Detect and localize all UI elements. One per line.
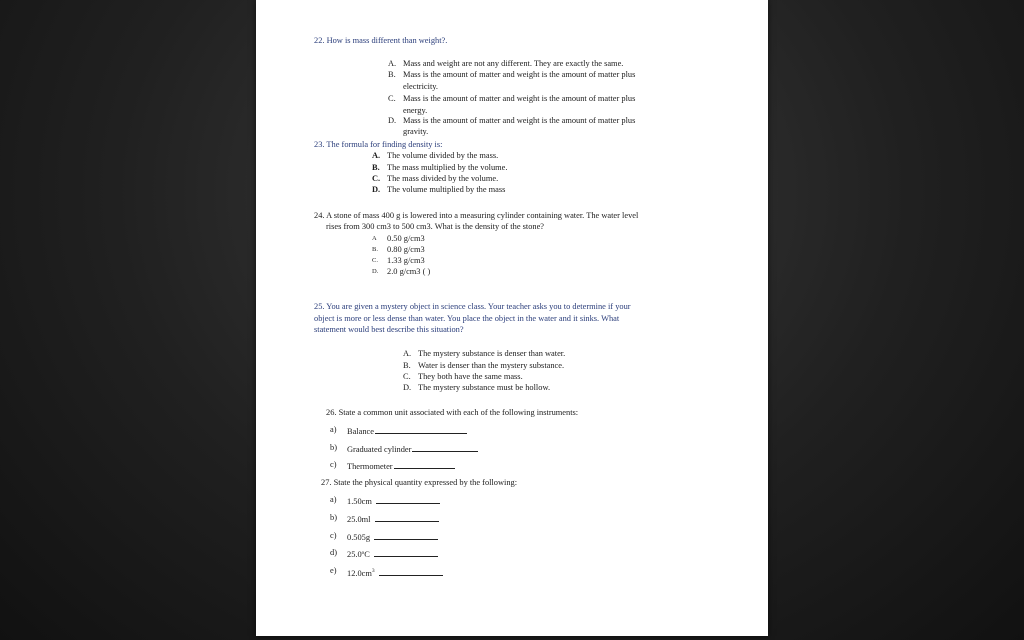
- q27-item-e: [347, 566, 443, 579]
- q22-option-d: Mass is the amount of matter and weight is the amount of matter plus: [403, 116, 636, 125]
- q26-item-b-text: Graduated cylinder: [347, 445, 412, 454]
- q25-option-letter: C.: [403, 372, 411, 381]
- q27-item-label: b): [330, 513, 337, 522]
- q25-option-b: Water is denser than the mystery substance.: [418, 361, 565, 370]
- answer-blank[interactable]: [379, 567, 443, 576]
- q24-option-a: 0.50 g/cm3: [387, 234, 425, 243]
- q24-option-letter: A: [372, 235, 377, 242]
- q24-option-c: 1.33 g/cm3: [387, 256, 425, 265]
- q22-option-b-cont: electricity.: [403, 82, 439, 91]
- q22-option-letter: D.: [388, 116, 397, 125]
- q26-item-a: [347, 425, 467, 437]
- question-23: 23. The formula for finding density is:: [314, 140, 443, 149]
- q23-option-letter: D.: [372, 185, 381, 194]
- q27-item-e-text: 12.0cm: [347, 568, 372, 578]
- q23-option-letter: B.: [372, 163, 380, 172]
- q23-option-a: The volume divided by the mass.: [387, 151, 499, 160]
- q27-item-c: [347, 531, 438, 543]
- answer-blank[interactable]: [376, 495, 440, 504]
- q22-option-letter: B.: [388, 70, 396, 79]
- answer-blank[interactable]: [394, 460, 455, 469]
- q26-item-label: b): [330, 443, 337, 452]
- q27-item-label: c): [330, 531, 337, 540]
- q22-option-a: Mass and weight are not any different. They are exactly the same.: [403, 59, 624, 68]
- q26-item-label: a): [330, 425, 337, 434]
- question-22: 22. How is mass different than weight?.: [314, 36, 448, 45]
- q25-option-letter: B.: [403, 361, 411, 370]
- q27-item-label: a): [330, 495, 337, 504]
- superscript: 3: [371, 568, 375, 574]
- q27-item-d: [347, 548, 438, 560]
- question-24-line2: rises from 300 cm3 to 500 cm3. What is the density of the stone?: [326, 222, 545, 231]
- q27-item-c-text: 0.505g: [347, 533, 371, 542]
- q24-option-b: 0.80 g/cm3: [387, 245, 425, 254]
- q23-option-c: The mass divided by the volume.: [387, 174, 499, 183]
- q22-option-d-cont: gravity.: [403, 127, 429, 136]
- q27-item-label: d): [330, 548, 337, 557]
- q25-option-letter: A.: [403, 349, 412, 358]
- q22-option-c: Mass is the amount of matter and weight is the amount of matter plus: [403, 94, 636, 103]
- q22-option-letter: C.: [388, 94, 396, 103]
- answer-blank[interactable]: [374, 548, 438, 557]
- answer-blank[interactable]: [375, 513, 439, 522]
- q26-item-c-text: Thermometer: [347, 462, 393, 471]
- q26-item-c: [347, 460, 455, 472]
- q24-option-d: 2.0 g/cm3 ( ): [387, 267, 431, 276]
- q27-item-b: [347, 513, 439, 525]
- q22-option-letter: A.: [388, 59, 397, 68]
- q24-option-letter: D.: [372, 268, 379, 275]
- q27-item-label: e): [330, 566, 337, 575]
- q26-item-b: [347, 443, 478, 455]
- q27-item-b-text: 25.0ml: [347, 515, 371, 524]
- question-25-line1: 25. You are given a mystery object in science class. Your teacher asks you to determine if your: [314, 302, 631, 311]
- q22-option-c-cont: energy.: [403, 106, 428, 115]
- q27-item-a-text: 1.50cm: [347, 497, 372, 506]
- q25-option-letter: D.: [403, 383, 412, 392]
- q23-option-b: The mass multiplied by the volume.: [387, 163, 508, 172]
- question-27: 27. State the physical quantity expressed by the following:: [321, 478, 518, 487]
- q27-item-a: [347, 495, 440, 507]
- q23-option-d: The volume multiplied by the mass: [387, 185, 506, 194]
- q24-option-letter: C.: [372, 257, 378, 264]
- q25-option-d: The mystery substance must be hollow.: [418, 383, 551, 392]
- answer-blank[interactable]: [374, 531, 438, 540]
- question-26: 26. State a common unit associated with each of the following instruments:: [326, 408, 579, 417]
- q26-item-a-text: Balance: [347, 427, 374, 436]
- document-page: [256, 0, 768, 636]
- q25-option-c: They both have the same mass.: [418, 372, 523, 381]
- q27-item-d-text: 25.0ºC: [347, 550, 370, 559]
- q22-option-b: Mass is the amount of matter and weight is the amount of matter plus: [403, 70, 636, 79]
- question-24-line1: 24. A stone of mass 400 g is lowered into a measuring cylinder containing water. The water level: [314, 211, 639, 220]
- answer-blank[interactable]: [412, 443, 478, 452]
- question-25-line3: statement would best describe this situation?: [314, 325, 464, 334]
- q26-item-label: c): [330, 460, 337, 469]
- q23-option-letter: C.: [372, 174, 381, 183]
- q24-option-letter: B.: [372, 246, 378, 253]
- q25-option-a: The mystery substance is denser than water.: [418, 349, 566, 358]
- answer-blank[interactable]: [375, 425, 467, 434]
- q23-option-letter: A.: [372, 151, 381, 160]
- question-25-line2: object is more or less dense than water. You place the object in the water and it sinks. What: [314, 314, 620, 323]
